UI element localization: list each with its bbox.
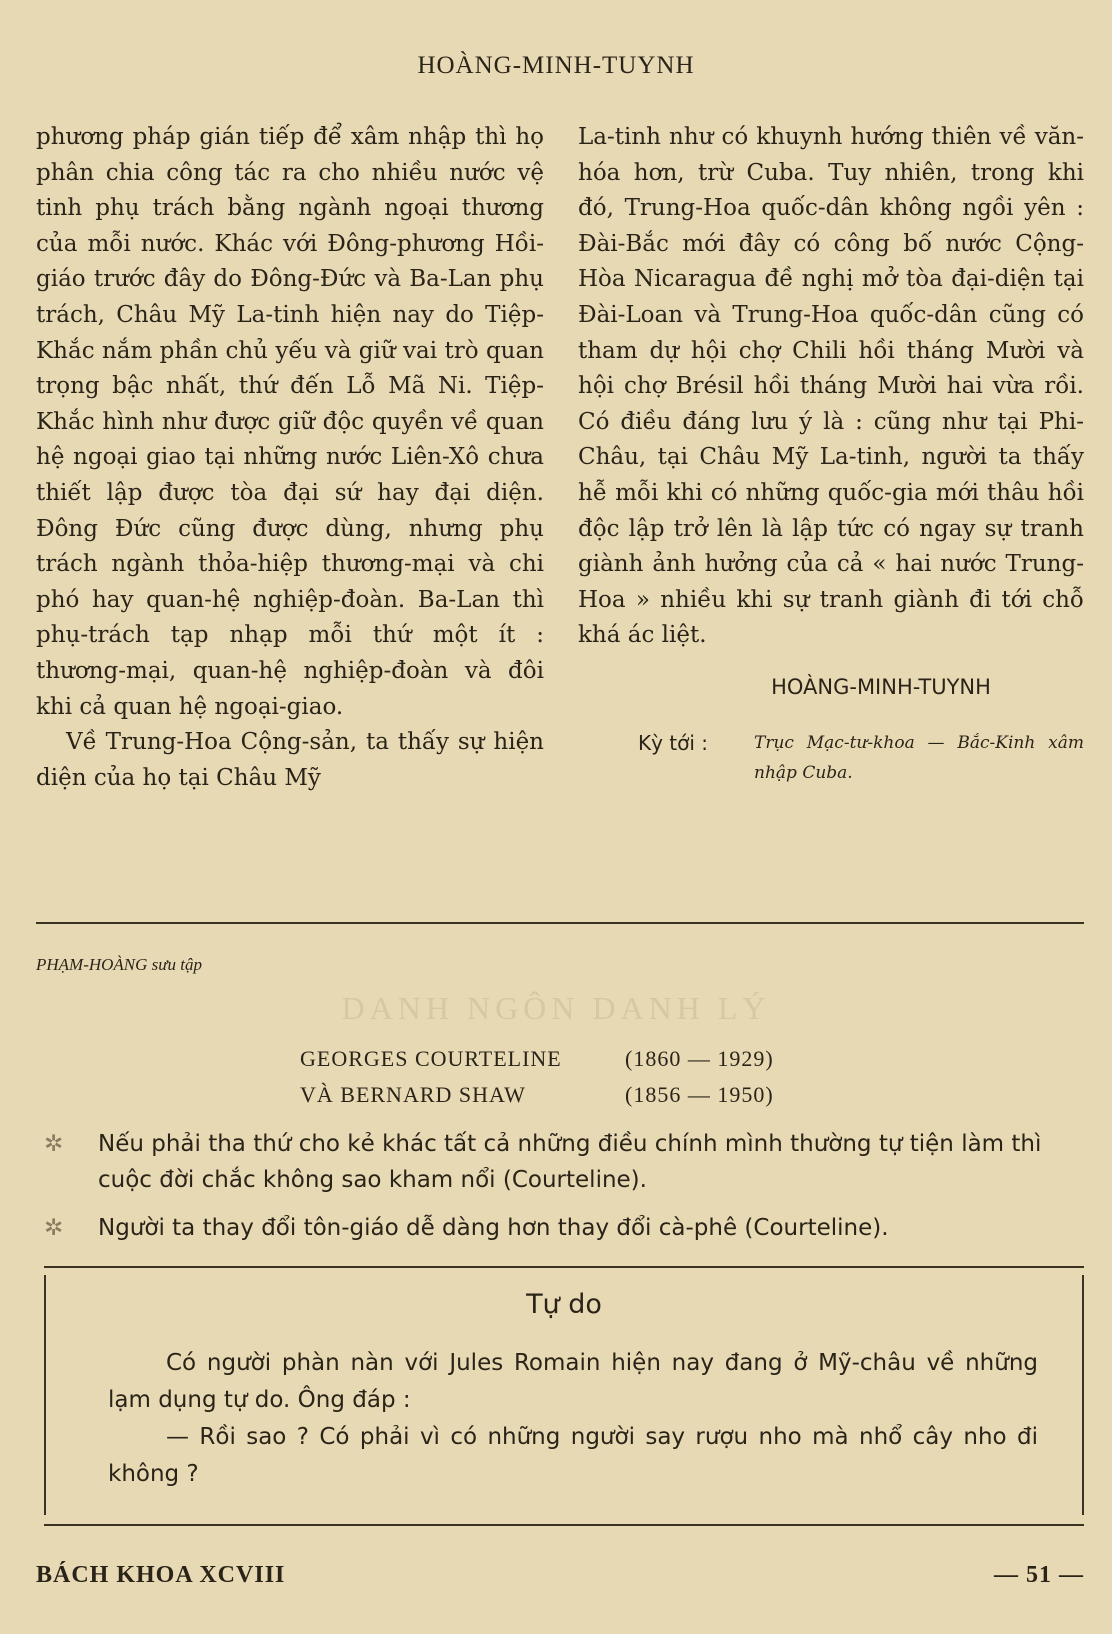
asterisk-icon: ✲ (44, 1215, 64, 1241)
magazine-issue: BÁCH KHOA XCVIII (36, 1562, 286, 1588)
running-head: HOÀNG-MINH-TUYNH (417, 52, 695, 79)
article-paragraph: phương pháp gián tiếp để xâm nhập thì họ phân chia công tác ra cho nhiều nước vệ tinh phụ trách bằng ngành ngoại thương của mỗi nước. Khác với Đông-phương Hồi-giáo trước đây do Đông-Đức và Ba-Lan phụ trách, Châu Mỹ La-tinh hiện nay do Tiệp-Khắc nắm phần chủ yếu và giữ vai trò quan trọng bậc nhất, thứ đến Lỗ Mã Ni. Tiệp-Khắc hình như được giữ độc quyền về quan hệ ngoại giao tại những nước Liên-Xô chưa thiết lập được tòa đại sứ hay đại diện. Đông Đức cũng được dùng, nhưng phụ trách ngành thỏa-hiệp thương-mại và chi phó hay quan-hệ nghiệp-đoàn. Ba-Lan thì phụ-trách tạp nhạp mỗi thứ một ít : thương-mại, quan-hệ nghiệp-đoàn và đôi khi cả quan hệ ngoại-giao. (36, 124, 544, 720)
quote-item (44, 1210, 1084, 1246)
quote-text: Người ta thay đổi tôn-giáo dễ dàng hơn thay đổi cà-phê (Courteline). (98, 1215, 889, 1241)
article-left-column (36, 120, 544, 796)
quote-item (44, 1126, 1084, 1198)
compiler-credit: PHẠM-HOÀNG sưu tập (36, 955, 203, 974)
next-issue-text: Trục Mạc-tư-khoa — Bắc-Kinh xâm nhập Cuba. (754, 732, 1084, 783)
asterisk-icon: ✲ (44, 1131, 64, 1157)
article-paragraph: La-tinh như có khuynh hướng thiên về văn-hóa hơn, trừ Cuba. Tuy nhiên, trong khi đó, Trung-Hoa quốc-dân không ngồi yên : Đài-Bắc mới đây có công bố nước Cộng-Hòa Nicaragua đề nghị mở tòa đại-diện tại Đài-Loan và Trung-Hoa quốc-dân cũng có tham dự hội chợ Chili hồi tháng Mười và hội chợ Brésil hồi tháng Mười hai vừa rồi. Có điều đáng lưu ý là : cũng như tại Phi-Châu, tại Châu Mỹ La-tinh, người ta thấy hễ mỗi khi có những quốc-gia mới thâu hồi độc lập trở lên là lập tức có ngay sự tranh giành ảnh hưởng của cả « hai nước Trung-Hoa » nhiều khi sự tranh giành đi tới chỗ khá ác liệt. (578, 124, 1084, 649)
section-divider (36, 922, 1084, 924)
quote-text: Nếu phải tha thứ cho kẻ khác tất cả những điều chính mình thường tự tiện làm thì cuộc đời chắc không sao kham nổi (Courteline). (98, 1131, 1042, 1193)
article-right-column (578, 120, 1084, 788)
anecdote-paragraph: — Rồi sao ? Có phải vì có những người say rượu nho mà nhổ cây nho đi không ? (108, 1424, 1038, 1487)
next-issue-note (578, 728, 1084, 788)
anecdote-paragraph: Có người phàn nàn với Jules Romain hiện nay đang ở Mỹ-châu về những lạm dụng tự do. Ông đáp : (108, 1350, 1038, 1413)
section-title: DANH NGÔN DANH LÝ (341, 990, 771, 1026)
anecdote-title: Tự do (526, 1289, 602, 1320)
quote-authors (300, 1041, 774, 1113)
anecdote-box (44, 1275, 1084, 1515)
author-years: (1856 — 1950) (625, 1082, 774, 1107)
box-top-rule (44, 1266, 1084, 1268)
author-name: VÀ BERNARD SHAW (300, 1082, 526, 1107)
author-row (300, 1077, 774, 1113)
page-footer (36, 1562, 1084, 1589)
author-row (300, 1041, 774, 1077)
author-years: (1860 — 1929) (625, 1046, 774, 1071)
page-number: — 51 — (994, 1562, 1084, 1588)
next-issue-label: Kỳ tới : (638, 730, 709, 755)
anecdote-body (108, 1345, 1038, 1493)
author-name: GEORGES COURTELINE (300, 1046, 562, 1071)
author-signature: HOÀNG-MINH-TUYNH (771, 674, 991, 699)
article-paragraph: Về Trung-Hoa Cộng-sản, ta thấy sự hiện diện của họ tại Châu Mỹ (36, 729, 544, 791)
box-bottom-rule (44, 1524, 1084, 1526)
